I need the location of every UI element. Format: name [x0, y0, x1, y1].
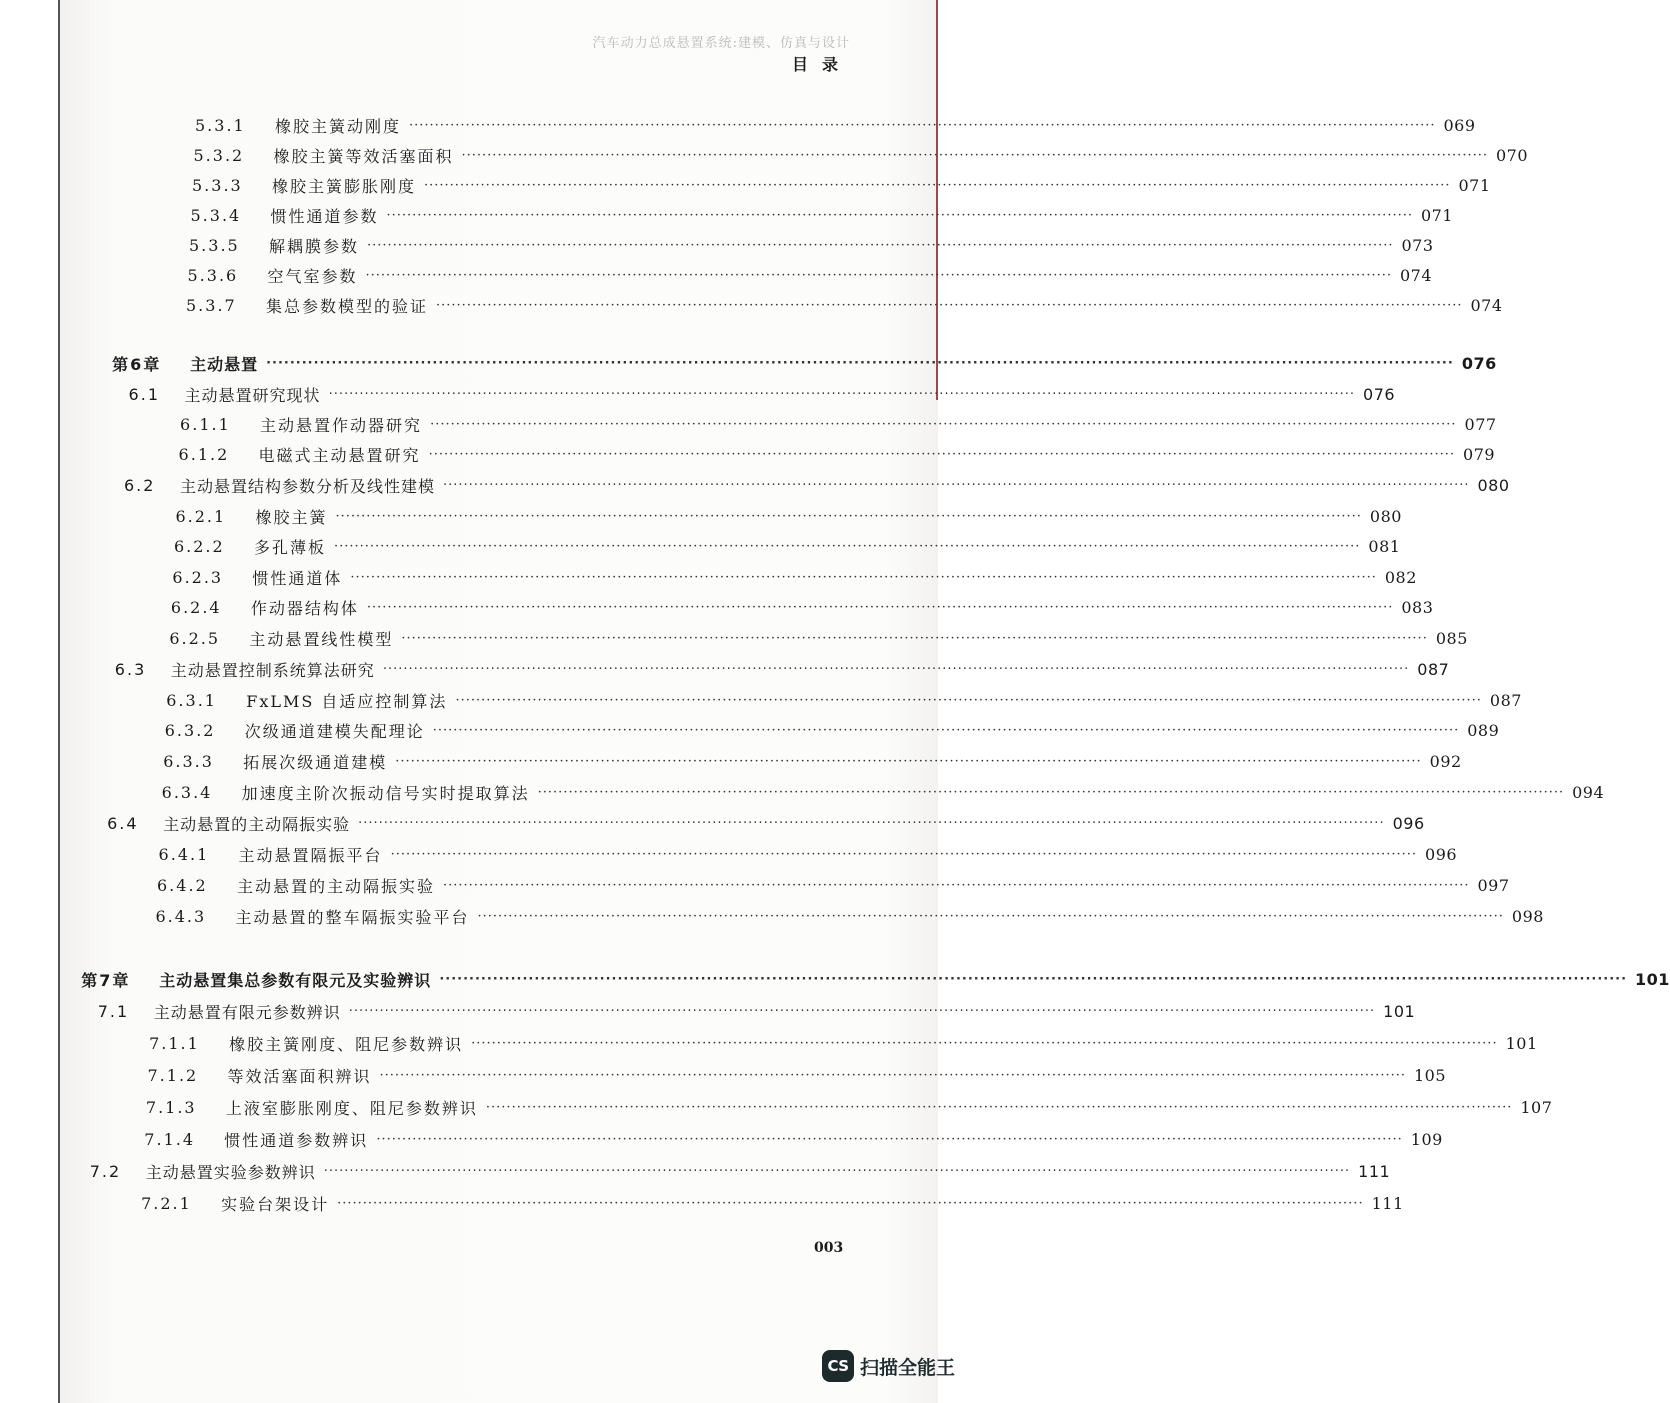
toc-leader-dots: ········································································································································································································	[365, 267, 1392, 283]
toc-section-entry	[107, 810, 1425, 836]
toc-entry-title: 解耦膜参数	[269, 236, 360, 256]
toc-entry-number: 6.3.3	[163, 751, 214, 771]
toc-leader-dots: ········································································································································································································	[382, 661, 1410, 677]
toc-leader-dots: ········································································································································································································	[328, 386, 1356, 402]
toc-entry-page: 069	[1443, 115, 1476, 135]
toc-entry-title: 主动悬置的主动隔振实验	[237, 876, 436, 896]
section-title: 目录	[791, 55, 852, 74]
toc-entry-number: 5.3.7	[186, 295, 237, 315]
toc-entry-page: 079	[1463, 444, 1496, 464]
toc-entry-number: 5.3.5	[189, 235, 240, 255]
toc-leader-dots: ········································································································································································································	[537, 784, 1565, 800]
toc-leader-dots: ········································································································································································································	[366, 599, 1394, 615]
toc-entry-title: 空气室参数	[267, 266, 358, 286]
toc-entry-title: 主动悬置隔振平台	[238, 845, 383, 865]
toc-subsection-entry	[180, 411, 1497, 437]
toc-entry-page: 087	[1417, 659, 1450, 679]
toc-section-entry	[114, 656, 1450, 682]
toc-leader-dots: ········································································································································································································	[379, 1067, 1406, 1083]
toc-entry-number: 5.3.3	[192, 175, 243, 195]
toc-entry-number: 6.4.2	[157, 875, 208, 895]
toc-entry-title: 橡胶主簧等效活塞面积	[273, 146, 454, 166]
toc-entry-title: 等效活塞面积辨识	[227, 1066, 372, 1086]
toc-entry-number: 6.3.4	[161, 782, 213, 802]
toc-leader-dots: ········································································································································································································	[424, 177, 1451, 193]
toc-leader-dots: ········································································································································································································	[428, 446, 1456, 462]
toc-entry-page: 083	[1401, 597, 1434, 617]
toc-entry-number: 5.3.2	[193, 145, 245, 165]
toc-leader-dots: ········································································································································································································	[376, 1131, 1403, 1147]
toc-subsection-entry	[192, 172, 1491, 198]
toc-entry-number: 6.4.3	[155, 906, 207, 926]
toc-entry-number: 7.1	[97, 1001, 130, 1021]
toc-leader-dots: ········································································································································································································	[461, 147, 1488, 163]
toc-subsection-entry	[172, 564, 1417, 590]
toc-subsection-entry	[178, 441, 1496, 467]
toc-subsection-entry	[193, 142, 1529, 168]
toc-entry-title: 橡胶主簧膨胀刚度	[272, 176, 417, 196]
toc-section-entry	[97, 998, 1416, 1024]
toc-leader-dots: ········································································································································································································	[386, 207, 1413, 223]
toc-entry-number: 6.1	[128, 384, 160, 404]
toc-entry-number: 6.2	[124, 475, 156, 495]
toc-subsection-entry	[164, 717, 1500, 743]
toc-entry-number: 7.1.2	[147, 1065, 199, 1085]
toc-subsection-entry	[195, 112, 1476, 138]
toc-entry-page: 070	[1495, 145, 1529, 165]
toc-entry-number: 7.1.3	[145, 1097, 197, 1117]
toc-subsection-entry	[189, 232, 1434, 258]
toc-entry-number: 6.2.2	[173, 536, 225, 556]
toc-subsection-entry	[149, 1030, 1538, 1056]
toc-leader-dots: ········································································································································································································	[348, 1003, 1376, 1019]
toc-entry-title: 橡胶主簧	[255, 507, 328, 527]
scanner-watermark	[822, 1349, 955, 1383]
toc-entry-number: 第6章	[112, 354, 162, 374]
toc-leader-dots: ········································································································································································································	[455, 692, 1482, 708]
toc-entry-page: 080	[1369, 506, 1402, 526]
toc-leader-dots: ········································································································································································································	[323, 1163, 1351, 1179]
toc-entry-page: 098	[1511, 906, 1544, 926]
toc-entry-number: 7.1.1	[149, 1033, 200, 1053]
toc-subsection-entry	[163, 748, 1462, 774]
toc-entry-number: 7.2	[89, 1161, 122, 1181]
toc-entry-number: 7.2.1	[141, 1193, 192, 1213]
toc-chapter-entry	[112, 350, 1497, 376]
toc-leader-dots: ········································································································································································································	[335, 508, 1362, 524]
toc-entry-page: 101	[1635, 969, 1670, 989]
toc-entry-page: 080	[1477, 475, 1510, 495]
toc-chapter-entry	[81, 966, 1670, 992]
toc-entry-title: 主动悬置控制系统算法研究	[170, 660, 375, 680]
toc-entry-number: 5.3.4	[190, 205, 242, 225]
toc-leader-dots: ········································································································································································································	[266, 355, 1454, 371]
camscanner-logo-icon: CS	[822, 1350, 854, 1382]
toc-entry-title: FxLMS 自适应控制算法	[246, 691, 448, 711]
scan-edge-left	[58, 0, 60, 1403]
toc-entry-page: 087	[1489, 690, 1522, 710]
toc-leader-dots: ········································································································································································································	[443, 877, 1470, 893]
toc-entry-title: 主动悬置有限元参数辨识	[153, 1002, 341, 1022]
toc-entry-title: 主动悬置的主动隔振实验	[163, 814, 351, 834]
toc-subsection-entry	[166, 687, 1522, 713]
scan-edge-right	[936, 0, 938, 400]
toc-subsection-entry	[155, 903, 1544, 929]
toc-leader-dots: ········································································································································································································	[409, 117, 1436, 133]
toc-leader-dots: ········································································································································································································	[471, 1035, 1498, 1051]
toc-entry-number: 6.4.1	[158, 844, 210, 864]
toc-leader-dots: ········································································································································································································	[390, 846, 1418, 862]
toc-entry-title: 上液室膨胀刚度、阻尼参数辨识	[225, 1098, 478, 1118]
toc-subsection-entry	[186, 292, 1503, 318]
toc-leader-dots: ········································································································································································································	[477, 908, 1504, 924]
toc-entry-title: 主动悬置线性模型	[249, 629, 394, 649]
toc-subsection-entry	[170, 594, 1434, 620]
toc-entry-page: 097	[1477, 875, 1510, 895]
toc-entry-title: 主动悬置作动器研究	[260, 415, 423, 435]
toc-subsection-entry	[161, 779, 1605, 805]
toc-entry-page: 074	[1470, 295, 1503, 315]
toc-entry-title: 主动悬置结构参数分析及线性建模	[180, 476, 436, 496]
toc-subsection-entry	[190, 202, 1454, 228]
toc-entry-title: 拓展次级通道建模	[243, 752, 388, 772]
toc-leader-dots: ········································································································································································································	[367, 237, 1394, 253]
toc-entry-title: 实验台架设计	[221, 1194, 330, 1214]
toc-entry-page: 111	[1358, 1161, 1391, 1181]
toc-entry-title: 集总参数模型的验证	[266, 296, 429, 316]
toc-entry-page: 105	[1413, 1065, 1447, 1085]
toc-section-entry	[89, 1158, 1391, 1184]
toc-entry-title: 惯性通道体	[252, 568, 343, 588]
toc-entry-number: 6.1.2	[178, 444, 230, 464]
toc-leader-dots: ········································································································································································································	[430, 416, 1457, 432]
toc-leader-dots: ········································································································································································································	[439, 971, 1628, 987]
toc-entry-page: 109	[1410, 1129, 1443, 1149]
toc-entry-title: 主动悬置研究现状	[184, 385, 321, 405]
toc-entry-title: 橡胶主簧动刚度	[275, 116, 402, 136]
toc-subsection-entry	[141, 1190, 1404, 1216]
toc-entry-page: 085	[1435, 628, 1468, 648]
toc-subsection-entry	[169, 625, 1468, 651]
toc-subsection-entry	[187, 262, 1433, 288]
toc-entry-number: 6.2.5	[169, 628, 221, 648]
toc-leader-dots: ········································································································································································································	[333, 538, 1361, 554]
running-head: 汽车动力总成悬置系统:建模、仿真与设计	[592, 36, 850, 51]
toc-entry-number: 6.2.1	[175, 506, 227, 526]
toc-subsection-entry	[145, 1094, 1553, 1120]
toc-entry-number: 6.4	[107, 813, 139, 833]
toc-entry-number: 5.3.1	[195, 115, 246, 135]
toc-section-entry	[128, 381, 1396, 407]
toc-entry-number: 6.1.1	[180, 414, 231, 434]
toc-entry-page: 073	[1401, 235, 1434, 255]
toc-entry-title: 主动悬置集总参数有限元及实验辨识	[159, 970, 432, 990]
toc-entry-page: 089	[1467, 720, 1500, 740]
toc-entry-title: 多孔薄板	[253, 537, 326, 557]
page-number: 003	[814, 1240, 844, 1256]
toc-entry-page: 071	[1458, 175, 1491, 195]
toc-entry-page: 077	[1464, 414, 1497, 434]
toc-entry-page: 101	[1383, 1001, 1416, 1021]
toc-entry-page: 094	[1572, 782, 1605, 802]
toc-entry-page: 082	[1384, 567, 1417, 587]
toc-entry-number: 第7章	[81, 970, 131, 990]
toc-subsection-entry	[157, 872, 1510, 898]
toc-leader-dots: ········································································································································································································	[337, 1195, 1364, 1211]
toc-leader-dots: ········································································································································································································	[436, 297, 1463, 313]
toc-subsection-entry	[144, 1126, 1443, 1152]
toc-entry-page: 096	[1392, 813, 1425, 833]
toc-entry-title: 主动悬置实验参数辨识	[145, 1162, 316, 1182]
toc-entry-number: 6.3.2	[164, 720, 216, 740]
toc-entry-page: 092	[1429, 751, 1462, 771]
toc-entry-page: 101	[1505, 1033, 1538, 1053]
toc-subsection-entry	[175, 503, 1402, 529]
toc-entry-page: 071	[1420, 205, 1454, 225]
toc-leader-dots: ········································································································································································································	[358, 815, 1385, 831]
toc-leader-dots: ········································································································································································································	[432, 722, 1460, 738]
toc-entry-page: 107	[1520, 1097, 1553, 1117]
toc-entry-title: 主动悬置	[190, 354, 259, 374]
toc-leader-dots: ········································································································································································································	[485, 1099, 1513, 1115]
toc-entry-page: 096	[1425, 844, 1458, 864]
toc-entry-page: 111	[1371, 1193, 1404, 1213]
toc-subsection-entry	[173, 533, 1401, 559]
toc-entry-title: 橡胶主簧刚度、阻尼参数辨识	[229, 1034, 464, 1054]
toc-section-entry	[124, 472, 1510, 498]
toc-entry-title: 作动器结构体	[250, 598, 359, 618]
toc-entry-number: 6.2.4	[170, 597, 222, 617]
toc-entry-title: 加速度主阶次振动信号实时提取算法	[241, 783, 530, 803]
toc-entry-page: 076	[1363, 384, 1396, 404]
watermark-text: 扫描全能王	[860, 1356, 956, 1379]
toc-entry-number: 5.3.6	[187, 265, 239, 285]
toc-subsection-entry	[158, 841, 1458, 867]
toc-subsection-entry	[147, 1062, 1447, 1088]
toc-entry-number: 6.3	[114, 659, 147, 679]
toc-entry-number: 6.2.3	[172, 567, 224, 587]
toc-entry-page: 074	[1399, 265, 1433, 285]
toc-entry-number: 7.1.4	[144, 1129, 196, 1149]
toc-entry-title: 主动悬置的整车隔振实验平台	[235, 907, 470, 927]
toc-entry-page: 076	[1461, 353, 1497, 373]
toc-entry-title: 次级通道建模失配理论	[244, 721, 425, 741]
toc-entry-title: 电磁式主动悬置研究	[258, 445, 421, 465]
toc-entry-page: 081	[1368, 536, 1401, 556]
toc-leader-dots: ········································································································································································································	[401, 630, 1428, 646]
toc-entry-title: 惯性通道参数	[270, 206, 379, 226]
toc-leader-dots: ········································································································································································································	[443, 477, 1470, 493]
toc-entry-title: 惯性通道参数辨识	[224, 1130, 369, 1150]
toc-leader-dots: ········································································································································································································	[350, 569, 1377, 585]
toc-entry-number: 6.3.1	[166, 690, 217, 710]
toc-leader-dots: ········································································································································································································	[395, 753, 1422, 769]
